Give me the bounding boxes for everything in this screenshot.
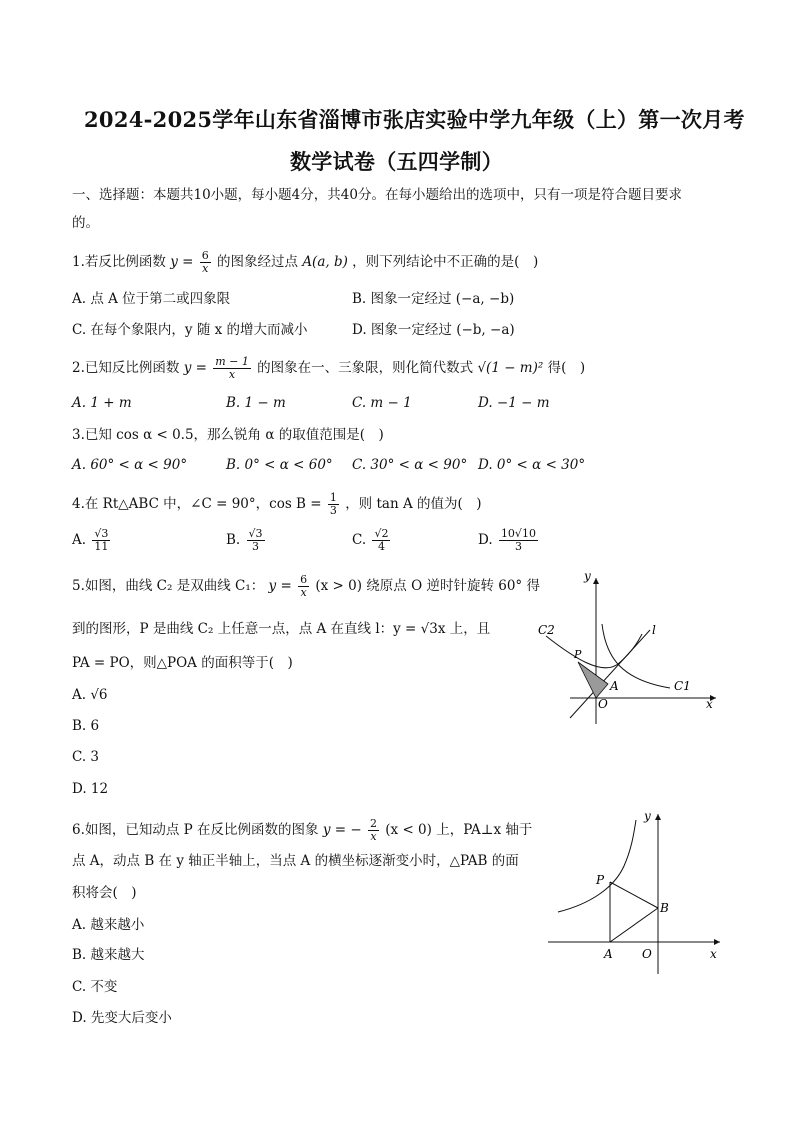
- question-2-stem: [72, 356, 585, 381]
- fig6-label-b: B: [660, 901, 669, 915]
- q2-radical: √(1 − m)²: [477, 360, 544, 376]
- fig6-segment-ab: [610, 908, 658, 942]
- fig6-label-o: O: [642, 947, 652, 961]
- q2-option-b: B. 1 − m: [226, 395, 286, 411]
- fig6-label-a: A: [604, 947, 613, 961]
- question-3-stem: 3.已知 cos α < 0.5，那么锐角 α 的取值范围是( ): [72, 427, 384, 443]
- question-1-stem: [72, 250, 538, 275]
- q4-option-b: B. $\frac{√3}{3}$: [226, 527, 263, 553]
- q1-option-c: C. 在每个象限内，y 随 x 的增大而减小: [72, 322, 308, 338]
- q1-fraction: $\frac{6}{x}$: [201, 249, 209, 275]
- q2-option-a: A. 1 + m: [72, 395, 132, 411]
- page-title-line2: 数学试卷（五四学制）: [290, 149, 503, 174]
- fig6-label-y: y: [644, 809, 651, 823]
- q5-option-a: A. √6: [72, 687, 108, 703]
- q1-point: A(a, b): [302, 254, 348, 270]
- q4-prefix: 4.在 Rt△ABC 中，∠C = 90°，cos B =: [72, 496, 322, 512]
- fig5-label-l: l: [652, 623, 656, 637]
- fig5-curve-c2: [546, 634, 642, 668]
- q1-option-d: D. 图象一定经过 (−b, −a): [352, 322, 515, 338]
- q6-option-c: C. 不变: [72, 979, 118, 995]
- q3-option-c: C. 30° < α < 90°: [352, 457, 468, 473]
- q5-option-d: D. 12: [72, 781, 109, 797]
- fig5-label-c2: C2: [538, 623, 555, 637]
- fig5-label-o: O: [598, 697, 608, 711]
- fig5-label-p: P: [574, 648, 582, 661]
- question-6-line2: 点 A，动点 B 在 y 轴正半轴上，当点 A 的横坐标逐渐变小时，△PAB 的面: [72, 853, 519, 869]
- q4-suffix: ，则 tan A 的值为( ): [345, 496, 482, 512]
- q4-option-d: D. $\frac{10√10}{3}$: [478, 527, 536, 553]
- q4-option-a: A. $\frac{√3}{11}$: [72, 527, 109, 553]
- q2-fraction: $\frac{m - 1}{x}$: [215, 355, 249, 381]
- q1-eq: y =: [170, 254, 194, 270]
- q3-option-d: D. 0° < α < 30°: [478, 457, 586, 473]
- q6-option-b: B. 越来越大: [72, 947, 145, 963]
- q5-option-b: B. 6: [72, 718, 100, 734]
- question-5-line1: 5.如图，曲线 C₂ 是双曲线 C₁： y = $\frac{6}{x}$ (x > 0) 绕原点 O 逆时针旋转 60° 得: [72, 573, 540, 599]
- q6-option-d: D. 先变大后变小: [72, 1010, 172, 1026]
- q2-prefix: 2.已知反比例函数: [72, 360, 180, 376]
- fig6-label-p: P: [596, 873, 605, 887]
- question-5-line2: 到的图形，P 是曲线 C₂ 上任意一点，点 A 在直线 l：y = √3x 上，且: [72, 621, 491, 637]
- q5-option-c: C. 3: [72, 749, 100, 765]
- fig6-segment-pb: [610, 882, 658, 908]
- figure-5-graph: [530, 566, 730, 726]
- page-title-line1: 2024-2025学年山东省淄博市张店实验中学九年级（上）第一次月考: [84, 107, 745, 132]
- q1-suffix: ，则下列结论中不正确的是( ): [352, 254, 539, 270]
- fig5-label-c1: C1: [674, 679, 691, 693]
- fig6-label-x: x: [710, 947, 717, 961]
- q3-option-a: A. 60° < α < 90°: [72, 457, 188, 473]
- q1-option-b: B. 图象一定经过 (−a, −b): [352, 291, 515, 307]
- fig6-hyperbola: [558, 820, 636, 912]
- fig5-line-l: [570, 630, 650, 718]
- question-6-line1: 6.如图，已知动点 P 在反比例函数的图象 y = − $\frac{2}{x}$ (x < 0) 上，PA⊥x 轴于: [72, 817, 533, 843]
- q4-option-c: C. $\frac{√2}{4}$: [352, 527, 389, 553]
- fig5-label-y: y: [584, 569, 591, 583]
- fig5-label-x: x: [706, 697, 713, 711]
- q6-option-a: A. 越来越小: [72, 917, 145, 933]
- q4-fraction: $\frac{1}{3}$: [329, 491, 337, 517]
- fig5-label-a: A: [610, 679, 619, 693]
- q1-prefix: 1.若反比例函数: [72, 254, 166, 270]
- q2-option-d: D. −1 − m: [478, 395, 550, 411]
- q2-option-c: C. m − 1: [352, 395, 412, 411]
- section-intro-line1: 一、选择题：本题共10小题，每小题4分，共40分。在每小题给出的选项中，只有一项是符合题目要求: [72, 187, 682, 203]
- question-6-line3: 积将会( ): [72, 885, 137, 901]
- q3-option-b: B. 0° < α < 60°: [226, 457, 333, 473]
- section-intro-line2: 的。: [72, 215, 99, 231]
- q2-eq: y =: [183, 360, 207, 376]
- figure-6-graph: [540, 808, 730, 978]
- q1-mid: 的图象经过点: [217, 254, 299, 270]
- q2-suffix: 得( ): [547, 360, 586, 376]
- question-4-stem: [72, 492, 482, 517]
- question-5-line3: PA = PO，则△POA 的面积等于( ): [72, 655, 293, 671]
- q1-option-a: A. 点 A 位于第二或四象限: [72, 291, 231, 307]
- q2-mid: 的图象在一、三象限，则化简代数式: [257, 360, 474, 376]
